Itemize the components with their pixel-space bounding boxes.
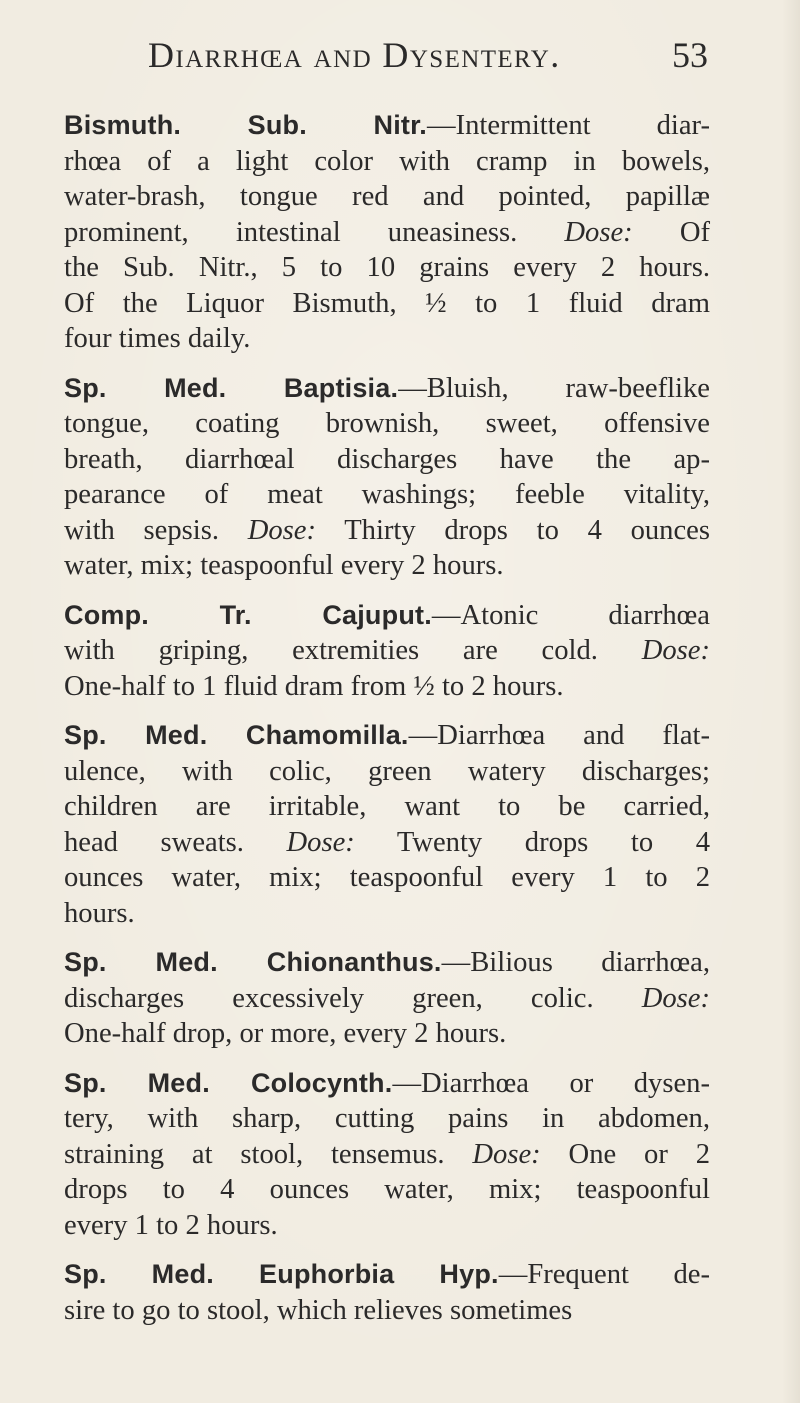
dose-label: Dose: [641, 635, 710, 666]
entry-baptisia [64, 371, 710, 584]
remedy-name: Comp. Tr. Cajuput. [64, 599, 432, 630]
page-number: 53 [672, 35, 708, 75]
running-title: Diarrhœa and Dysentery. [148, 35, 561, 75]
text-line: Sp. Med. Euphorbia Hyp.—Frequent de- [64, 1259, 710, 1290]
text-line: sire to go to stool, which relieves sometimes [64, 1294, 573, 1326]
remedy-name: Sp. Med. Chionanthus. [64, 947, 442, 977]
dose-label: Dose: [472, 1138, 541, 1170]
dose-label: Dose: [641, 982, 710, 1014]
text-line: drops to 4 ounces water, mix; teaspoonful [64, 1174, 710, 1205]
text-line: Comp. Tr. Cajuput.—Atonic diarrhœa [64, 599, 711, 631]
text-line: discharges excessively green, colic. Dose: [64, 982, 710, 1014]
remedy-name: Bismuth. Sub. Nitr. [64, 110, 428, 140]
text-line: tery, with sharp, cutting pains in abdomen, [64, 1103, 710, 1134]
dose-label: Dose: [564, 216, 633, 248]
text-line: the Sub. Nitr., 5 to 10 grains every 2 hours. [64, 252, 710, 283]
text-line [64, 108, 710, 144]
text-line: pearance of meat washings; feeble vitality, [64, 479, 710, 510]
text-line: ulence, with colic, green watery discharges; [64, 755, 710, 787]
text-line: water-brash, tongue red and pointed, papillæ [64, 181, 710, 212]
text-block [64, 108, 710, 1342]
remedy-name: Sp. Med. Baptisia. [64, 372, 399, 403]
text-line: water, mix; teaspoonful every 2 hours. [64, 550, 504, 581]
dose-label: Dose: [247, 514, 317, 546]
text-line: every 1 to 2 hours. [64, 1209, 278, 1241]
text-line: straining at stool, tensemus. Dose: One or 2 [64, 1138, 710, 1170]
text-line: children are irritable, want to be carried, [64, 791, 710, 822]
dose-label: Dose: [286, 826, 355, 858]
entry-bismuth [64, 108, 710, 357]
text-line: One-half drop, or more, every 2 hours. [64, 1018, 507, 1049]
text-line: head sweats. Dose: Twenty drops to 4 [64, 826, 710, 858]
text-line: tongue, coating brownish, sweet, offensive [64, 408, 710, 439]
remedy-name: Sp. Med. Euphorbia Hyp. [64, 1259, 499, 1289]
text-line: Sp. Med. Chionanthus.—Bilious diarrhœa, [64, 947, 710, 978]
running-head [148, 30, 708, 80]
text-line: hours. [64, 897, 135, 929]
text-line: with sepsis. Dose: Thirty drops to 4 ounces [64, 514, 710, 546]
entry-colocynth [64, 1066, 710, 1244]
entry-text-fragment: —Intermittent diar- [427, 110, 710, 141]
text-line: ounces water, mix; teaspoonful every 1 to 2 [64, 862, 710, 893]
text-line: four times daily. [64, 323, 251, 354]
text-line: Sp. Med. Baptisia.—Bluish, raw-beeflike [64, 372, 710, 404]
text-line: with griping, extremities are cold. Dose: [64, 635, 710, 666]
text-line: Sp. Med. Colocynth.—Diarrhœa or dysen- [64, 1067, 710, 1099]
entry-chamomilla [64, 718, 710, 931]
text-line: Sp. Med. Chamomilla.—Diarrhœa and flat- [64, 720, 710, 751]
entry-cajuput [64, 598, 710, 705]
text-line: rhœa of a light color with cramp in bowels, [64, 145, 710, 177]
text-line: Of the Liquor Bismuth, ½ to 1 fluid dram [64, 287, 710, 319]
remedy-name: Sp. Med. Colocynth. [64, 1067, 393, 1098]
entry-euphorbia [64, 1257, 710, 1328]
text-line: breath, diarrhœal discharges have the ap- [64, 443, 710, 475]
text-line: One-half to 1 fluid dram from ½ to 2 hours. [64, 670, 564, 702]
page-edge-shadow [782, 0, 800, 1403]
text-line: prominent, intestinal uneasiness. Dose: Of [64, 216, 711, 248]
entry-chionanthus [64, 945, 710, 1052]
remedy-name: Sp. Med. Chamomilla. [64, 720, 409, 750]
